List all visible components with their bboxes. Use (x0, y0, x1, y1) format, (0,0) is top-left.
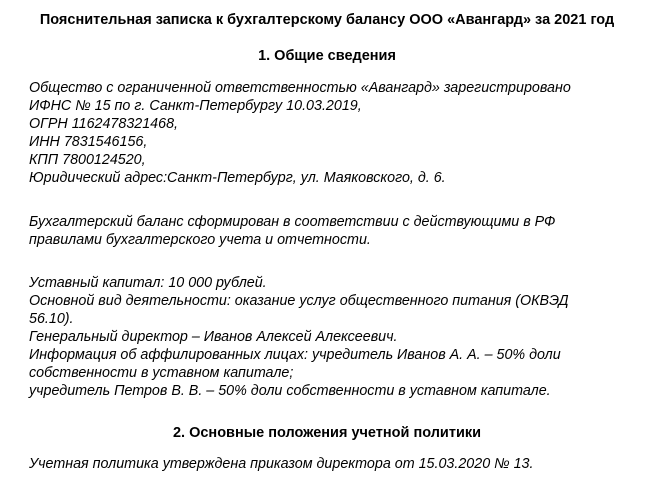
paragraph-line: Общество с ограниченной ответственностью «Авангард» зарегистрировано (29, 80, 571, 96)
paragraph-line: 56.10). (29, 311, 74, 327)
paragraph-line: Учетная политика утверждена приказом директора от 15.03.2020 № 13. (29, 456, 534, 472)
paragraph-line: ОГРН 1162478321468, (29, 116, 179, 132)
paragraph-line: Информация об аффилированных лицах: учредитель Иванов А. А. – 50% доли (29, 347, 561, 363)
paragraph-line: учредитель Петров В. В. – 50% доли собственности в уставном капитале. (29, 383, 551, 399)
paragraph-line: Генеральный директор – Иванов Алексей Алексеевич. (29, 329, 398, 345)
paragraph-line: Бухгалтерский баланс сформирован в соответствии с действующими в РФ (29, 214, 556, 230)
paragraph-line: КПП 7800124520, (29, 152, 146, 168)
section-heading-accounting-policy: 2. Основные положения учетной политики (172, 425, 482, 441)
paragraph-line: собственности в уставном капитале; (29, 365, 294, 381)
paragraph-line: Уставный капитал: 10 000 рублей. (29, 275, 267, 291)
paragraph-line: ИФНС № 15 по г. Санкт-Петербургу 10.03.2019, (29, 98, 362, 114)
paragraph-line: Юридический адрес:Санкт-Петербург, ул. Маяковского, д. 6. (29, 170, 446, 186)
paragraph-line: ИНН 7831546156, (29, 134, 148, 150)
document-title: Пояснительная записка к бухгалтерскому балансу ООО «Авангард» за 2021 год (39, 12, 615, 28)
section-heading-general-info: 1. Общие сведения (258, 48, 396, 64)
paragraph-line: Основной вид деятельности: оказание услуг общественного питания (ОКВЭД (29, 293, 569, 309)
paragraph-line: правилами бухгалтерского учета и отчетности. (29, 232, 371, 248)
